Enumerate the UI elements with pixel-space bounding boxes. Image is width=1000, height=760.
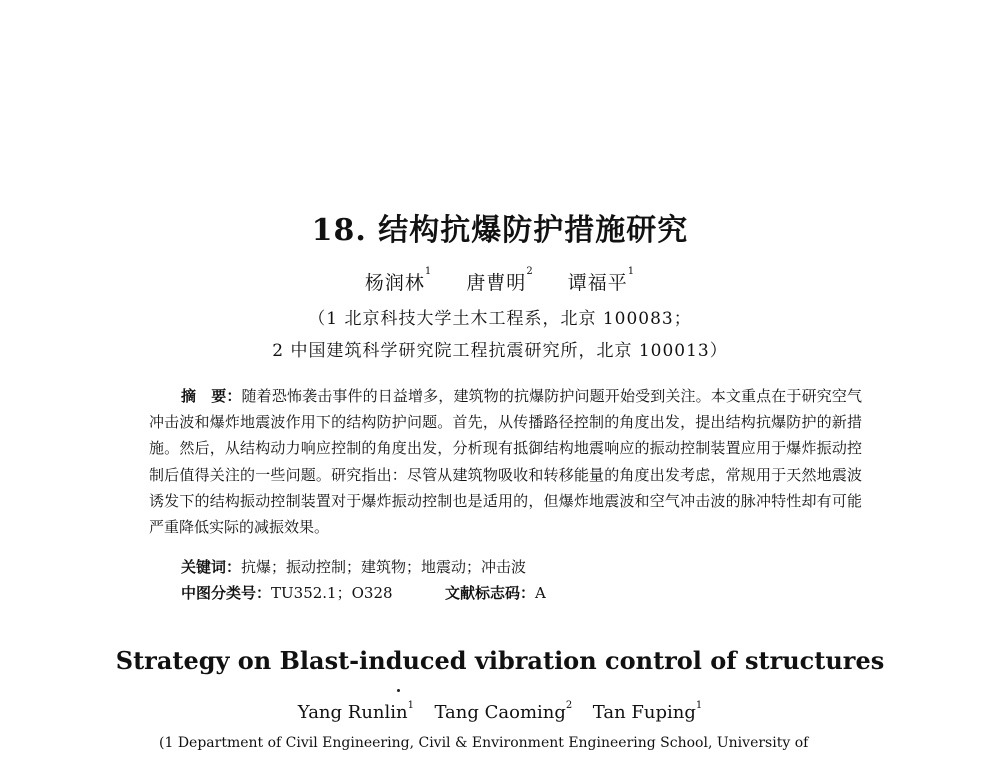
document-code (445, 582, 546, 603)
keywords-text: 抗爆；振动控制；建筑物；地震动；冲击波 (241, 558, 527, 576)
classification (181, 582, 393, 603)
author-affil-mark: 2 (565, 700, 573, 711)
author-en: Tang Caoming (434, 702, 566, 723)
author-affil-mark: 2 (526, 266, 534, 277)
scan-speck (397, 689, 400, 692)
author-affil-mark: 1 (424, 266, 433, 277)
author-cn: 杨润林 (364, 272, 425, 294)
authors-cn (0, 268, 1000, 295)
affiliation-en: (1 Department of Civil Engineering, Civil & Environment Engineering School, University of (159, 735, 809, 751)
author-cn: 唐曹明 (466, 272, 527, 294)
classification-text: TU352.1；O328 (271, 584, 393, 602)
abstract-text: 随着恐怖袭击事件的日益增多，建筑物的抗爆防护问题开始受到关注。本文重点在于研究空气冲击波和爆炸地震波作用下的结构防护问题。首先，从传播路径控制的角度出发，提出结构抗爆防护的新措施。然后，从结构动力响应控制的角度出发，分析现有抵御结构地震响应的振动控制装置应用于爆炸振动控制后值得关注的一些问题。研究指出：尽管从建筑物吸收和转移能量的角度出发考虑，常规用于天然地震波诱发下的结构振动控制装置对于爆炸振动控制也是适用的，但爆炸地震波和空气冲击波的脉冲特性却有可能严重降低实际的减振效果。 (149, 387, 862, 537)
author-en: Tan Fuping (592, 702, 696, 723)
abstract (149, 383, 862, 540)
abstract-label: 摘 要： (181, 387, 242, 405)
classification-label: 中图分类号： (181, 584, 272, 602)
keywords (181, 556, 526, 577)
document-code-text: A (535, 584, 546, 602)
author-affil-mark: 1 (407, 700, 414, 711)
paper-title: 18. 结构抗爆防护措施研究 (311, 213, 689, 248)
affiliation-cn-line: 2 中国建筑科学研究院工程抗震研究所，北京 100013） (272, 341, 728, 361)
author-affil-mark: 1 (695, 700, 703, 711)
author-en: Yang Runlin (297, 702, 408, 723)
authors-en (0, 702, 1000, 723)
keywords-label: 关键词： (181, 558, 242, 576)
paper-title-en: Strategy on Blast-induced vibration control of structures (115, 646, 885, 675)
author-cn: 谭福平 (567, 272, 628, 294)
affiliation-cn-line: （1 北京科技大学土木工程系，北京 100083； (308, 309, 692, 329)
document-code-label: 文献标志码： (445, 584, 536, 602)
author-affil-mark: 1 (627, 266, 636, 277)
